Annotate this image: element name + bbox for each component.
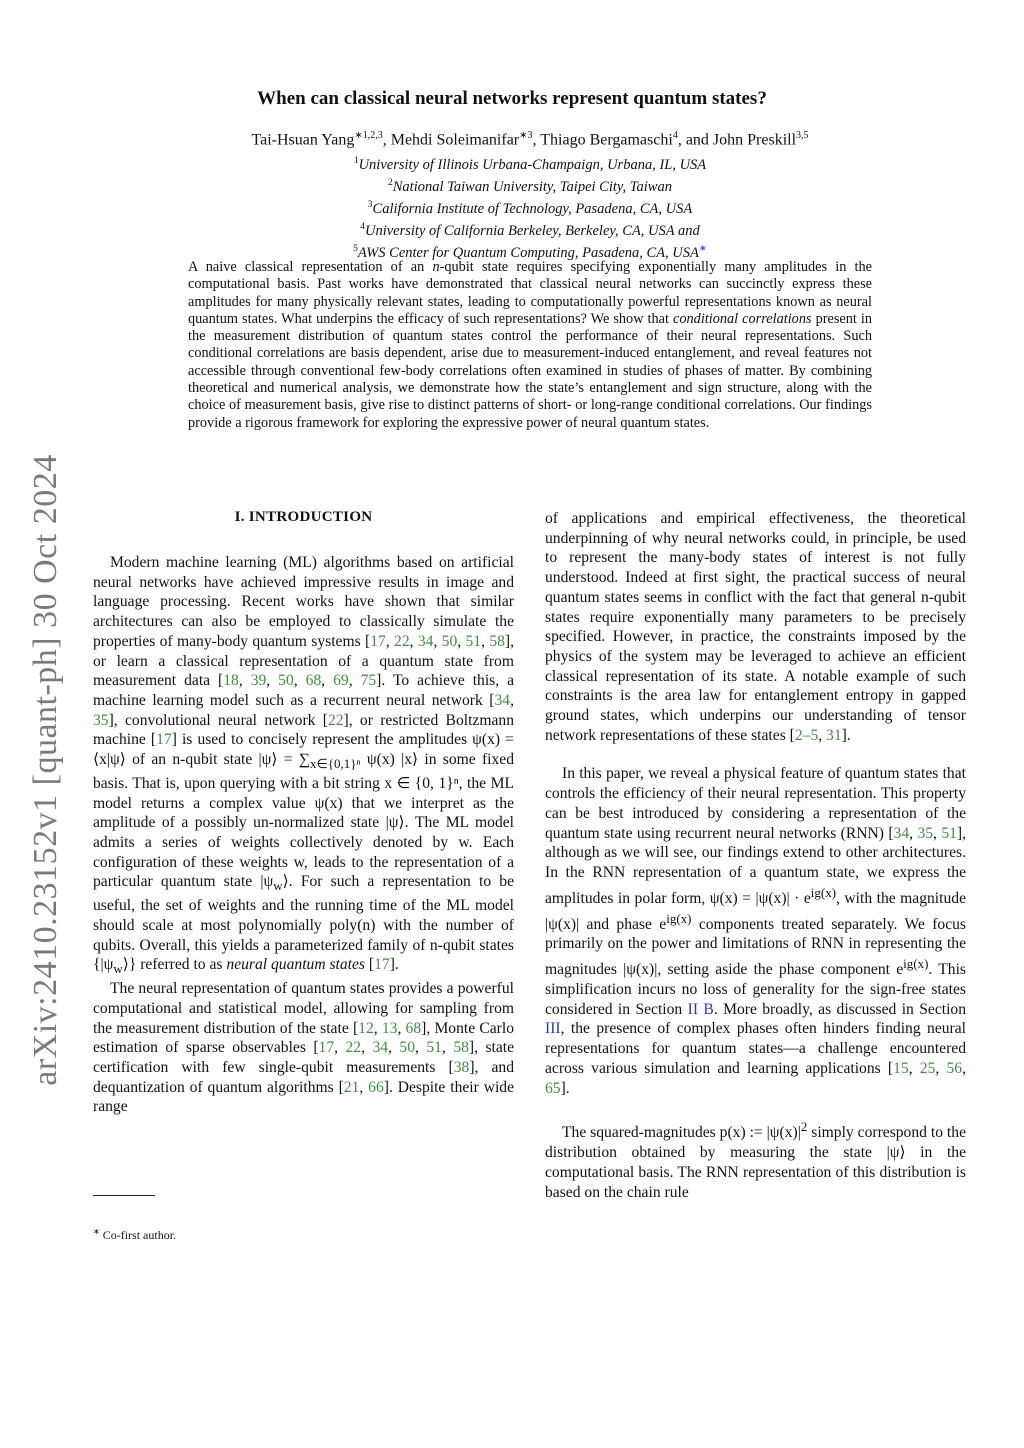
paragraph: of applications and empirical effectiveness, the theoretical underpinning of why neural networks could, in principle, be used to represent the many-body states of interest is not fully understood. Indeed at first sight, the practical success of neural quantum states seems in conflict with the fact that general n-qubit states require exponentially many parameters to be precisely specified. However, in practice, the constraints imposed by the physics of the system may be leveraged to achieve an efficient classical representation of its state. A notable example of such constraints is the area law for entanglement entropy in gapped ground states, which underpins our understanding of tensor network representations of these states [2–5, 31]. [545, 510, 966, 744]
footnote-link[interactable]: ∗ [698, 244, 707, 255]
citation-link[interactable]: 50 [399, 1039, 415, 1057]
citation-link[interactable]: 22 [345, 1039, 362, 1057]
section-link[interactable]: III [545, 1020, 561, 1038]
citation-link[interactable]: 34 [417, 632, 434, 650]
citation-link[interactable]: 17 [318, 1039, 335, 1057]
paragraph: The squared-magnitudes p(x) := $|\psi(x)|^2$ simply correspond to the distribution obtained by measuring the state |ψ⟩ in the computational basis. The RNN representation of this distribution is based on the chain rule [545, 1119, 966, 1201]
author-name: Mehdi Soleimanifar [390, 131, 520, 149]
section-heading: I. INTRODUCTION [234, 509, 373, 525]
emphasis: conditional correlations [673, 310, 812, 327]
citation-link[interactable]: 15 [893, 1059, 909, 1077]
citation-link[interactable]: 17 [374, 956, 390, 974]
citation-link[interactable]: 69 [333, 672, 349, 690]
section-link[interactable]: II B [687, 1000, 714, 1018]
paragraph: Modern machine learning (ML) algorithms based on artificial neural networks have achieved impressive results in image and language processing. Recent works have shown that similar architectures can also be employed to classically simulate the properties of many-body quantum systems [17, 22, 34, 50, 51, 58], or learn a classical representation of a quantum state from measurement data [18, 39, 50, 68, 69, 75]. To achieve this, a machine learning model such as a recurrent neural network [34, 35], convolutional neural network [22], or restricted Boltzmann machine [17] is used to concisely represent the amplitudes ψ(x) = ⟨x|ψ⟩ of an n-qubit state |ψ⟩ = $\sum_{x\in\{0,1\}^n}$ ψ(x) |x⟩ in some fixed basis. That is, upon querying with a bit string x ∈ {0, 1}ⁿ, the ML model returns a complex value ψ(x) that we interpret as the amplitude of a possibly un-normalized state |ψ⟩. The ML model admits a series of weights collectively denoted by w. Each configuration of these weights w, leads to the representation of a particular quantum state $|\psi_w⟩$. For such a representation to be useful, the set of weights and the running time of the ML model should scale at most polynomially poly(n) with the number of qubits. Overall, this yields a parameterized family of n-qubit states $\{|\psi_w⟩\}$ referred to as neural quantum states [17]. [93, 554, 515, 977]
citation-link[interactable]: 18 [223, 672, 239, 690]
citation-link[interactable]: 51 [941, 824, 957, 842]
citation-link[interactable]: 34 [893, 824, 910, 842]
citation-link[interactable]: 51 [465, 632, 482, 650]
paper-title: When can classical neural networks represent quantum states? [257, 88, 767, 109]
citation-link[interactable]: 22 [327, 711, 344, 729]
affiliations [0, 152, 1024, 262]
citation-link[interactable]: 38 [453, 1058, 470, 1076]
emphasis: neural quantum states [226, 956, 365, 974]
citation-link[interactable]: 35 [917, 824, 934, 842]
citation-link[interactable]: 51 [426, 1039, 442, 1057]
citation-link[interactable]: 58 [489, 632, 505, 650]
left-column [93, 553, 514, 1117]
citation-link[interactable]: 34 [494, 691, 511, 709]
author-name: John Preskill [712, 131, 797, 149]
paragraph: In this paper, we reveal a physical feature of quantum states that controls the efficiency of their neural representation. This property can be best introduced by considering a representation of the quantum state using recurrent neural networks (RNN) [34, 35, 51], although as we will see, our findings extend to other architectures. In the RNN representation of a quantum state, we express the amplitudes in polar form, $\psi(x) = |\psi(x)| \cdot e^{ig(x)}$, with the magnitude |ψ(x)| and phase $e^{ig(x)}$ components treated separately. We focus primarily on the power and limitations of RNN in representing the magnitudes |ψ(x)|, setting aside the phase component $e^{ig(x)}$. This simplification incurs no loss of generality for the sign-free states considered in Section II B. More broadly, as discussed in Section III, the presence of complex phases often hinders finding neural representations for quantum states—a challenge encountered across various simulation and learning applications [15, 25, 56, 65]. [545, 765, 967, 1097]
affiliation-line: $^1$University of Illinois Urbana-Champaign, Urbana, IL, USA [353, 156, 707, 173]
citation-link[interactable]: 21 [343, 1078, 360, 1096]
citation-link[interactable]: 50 [278, 672, 294, 690]
author-list: Tai-Hsuan Yang$^{∗1,2,3}$, Mehdi Soleimanifar$^{∗3}$, Thiago Bergamaschi$^4$, and John Preskill$^{3,5}$ [251, 130, 809, 149]
citation-link[interactable]: 68 [405, 1019, 422, 1037]
citation-link[interactable]: 17 [156, 731, 172, 749]
citation-link[interactable]: 25 [919, 1059, 936, 1077]
citation-link[interactable]: 65 [545, 1079, 561, 1097]
citation-link[interactable]: 66 [368, 1078, 384, 1096]
affiliation-line: $^2$National Taiwan University, Taipei City, Taiwan [388, 178, 672, 195]
citation-link[interactable]: 58 [453, 1039, 469, 1057]
citation-link[interactable]: 39 [250, 672, 267, 690]
citation-link[interactable]: 13 [381, 1019, 398, 1037]
paragraph: The neural representation of quantum states provides a powerful computational and statistical model, allowing for sampling from the measurement distribution of the state [12, 13, 68], Monte Carlo estimation of sparse observables [17, 22, 34, 50, 51, 58], state certification with few single-qubit measurements [38], and dequantization of quantum algorithms [21, 66]. Despite their wide range [93, 980, 515, 1116]
citation-link[interactable]: 17 [370, 632, 386, 650]
citation-link[interactable]: 68 [305, 672, 322, 690]
citation-link[interactable]: 2–5 [794, 726, 819, 744]
arxiv-stamp: arXiv:2410.23152v1 [quant-ph] 30 Oct 2024 [27, 454, 64, 1086]
citation-link[interactable]: 35 [93, 711, 109, 729]
citation-link[interactable]: 50 [441, 632, 458, 650]
footnote: ∗ Co-first author. [93, 1227, 177, 1242]
author-name: Thiago Bergamaschi [540, 131, 673, 149]
citation-link[interactable]: 75 [360, 672, 377, 690]
footnote-divider [93, 1195, 155, 1196]
right-column [545, 509, 966, 1202]
affiliation-line: $^4$University of California Berkeley, Berkeley, CA, USA and [360, 222, 700, 239]
affiliation-line: $^3$California Institute of Technology, Pasadena, CA, USA [367, 200, 693, 217]
citation-link[interactable]: 34 [372, 1039, 389, 1057]
citation-link[interactable]: 31 [826, 726, 842, 744]
abstract: A naive classical representation of an n-qubit state requires specifying exponentially many amplitudes in the computational basis. Past works have demonstrated that classical neural networks can succinctly express these amplitudes for many physically relevant states, leading to computationally powerful representations known as neural quantum states. What underpins the efficacy of such representations? We show that conditional correlations present in the measurement distribution of quantum states control the performance of their neural representations. Such conditional correlations are basis dependent, arise due to measurement-induced entanglement, and reveal features not accessible through conventional few-body correlations often examined in studies of phases of matter. By combining theoretical and numerical analysis, we demonstrate how the state’s entanglement and sign structure, along with the choice of measurement basis, give rise to distinct patterns of short- or long-range conditional correlations. Our findings provide a rigorous framework for exploring the expressive power of neural quantum states. [188, 259, 872, 431]
author-name: Tai-Hsuan Yang [251, 131, 355, 149]
citation-link[interactable]: 56 [946, 1059, 963, 1077]
citation-link[interactable]: 12 [358, 1019, 374, 1037]
affiliation-line: $^5$AWS Center for Quantum Computing, Pasadena, CA, USA∗ [353, 244, 707, 261]
citation-link[interactable]: 22 [394, 632, 410, 650]
